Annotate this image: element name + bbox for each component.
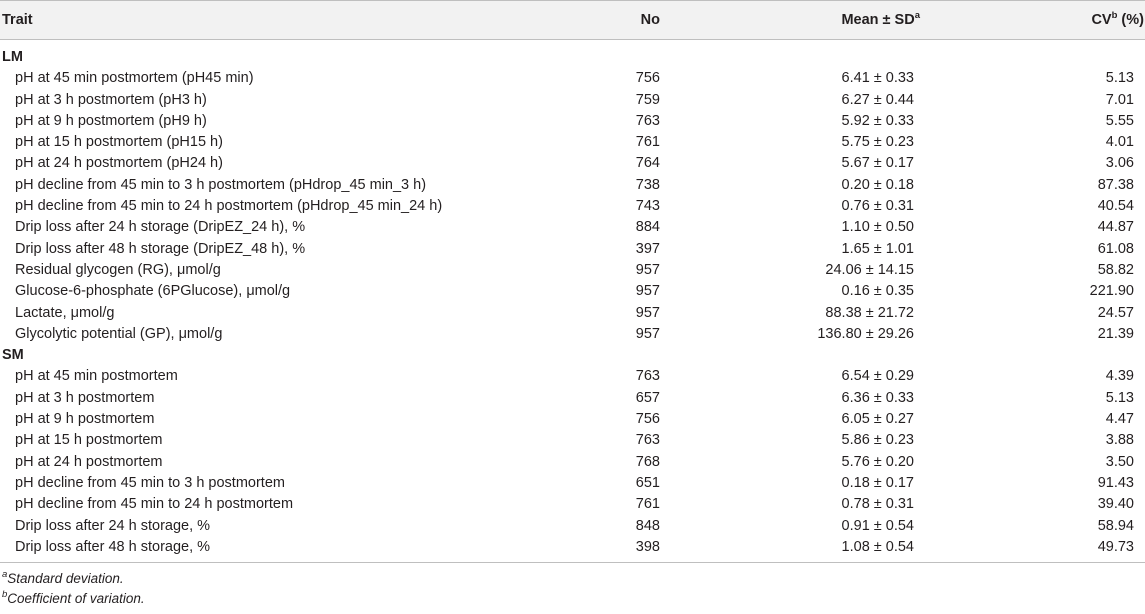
cv-cell: 3.88 xyxy=(1105,432,1134,449)
trait-cell: Glycolytic potential (GP), μmol/g xyxy=(15,325,223,342)
no-cell: 957 xyxy=(635,283,660,300)
trait-cell: Drip loss after 48 h storage, % xyxy=(15,538,211,555)
mean-sd-cell: 0.76 ± 0.31 xyxy=(841,198,914,215)
header-cv xyxy=(1010,1,1144,39)
trait-cell: pH at 24 h postmortem (pH24 h) xyxy=(15,155,223,172)
mean-sd-cell: 6.36 ± 0.33 xyxy=(841,389,914,406)
no-cell: 763 xyxy=(635,368,660,385)
table-row xyxy=(0,239,1145,260)
table-row xyxy=(0,494,1145,515)
table-body xyxy=(0,40,1145,558)
no-cell: 957 xyxy=(635,325,660,342)
table-row xyxy=(0,452,1145,473)
cv-cell: 3.50 xyxy=(1105,453,1134,470)
trait-cell: pH at 24 h postmortem xyxy=(15,453,163,470)
cv-cell: 5.55 xyxy=(1105,112,1134,129)
no-cell: 651 xyxy=(635,474,660,491)
header-mean-label: Mean ± SD xyxy=(841,12,915,28)
mean-sd-cell: 5.92 ± 0.33 xyxy=(841,112,914,129)
mean-sd-cell: 6.05 ± 0.27 xyxy=(841,411,914,428)
mean-sd-cell: 0.18 ± 0.17 xyxy=(841,474,914,491)
trait-cell: pH decline from 45 min to 24 h postmortem xyxy=(15,496,294,513)
mean-sd-cell: 0.91 ± 0.54 xyxy=(841,517,914,534)
table-row xyxy=(0,516,1145,537)
cv-cell: 40.54 xyxy=(1097,198,1134,215)
mean-sd-cell: 5.75 ± 0.23 xyxy=(841,134,914,151)
mean-sd-cell: 0.20 ± 0.18 xyxy=(841,176,914,193)
mean-sd-cell: 1.08 ± 0.54 xyxy=(841,538,914,555)
table-row xyxy=(0,90,1145,111)
cv-cell: 44.87 xyxy=(1097,219,1134,236)
no-cell: 763 xyxy=(635,432,660,449)
footnote-mark: a xyxy=(2,569,8,581)
no-cell: 759 xyxy=(635,91,660,108)
cv-cell: 87.38 xyxy=(1097,176,1134,193)
no-cell: 398 xyxy=(635,538,660,555)
trait-cell: pH at 45 min postmortem (pH45 min) xyxy=(15,70,254,87)
mean-sd-cell: 5.86 ± 0.23 xyxy=(841,432,914,449)
no-cell: 764 xyxy=(635,155,660,172)
table-row xyxy=(0,303,1145,324)
trait-cell: pH at 15 h postmortem xyxy=(15,432,163,449)
no-cell: 761 xyxy=(635,134,660,151)
table-row xyxy=(0,196,1145,217)
mean-sd-cell: 0.78 ± 0.31 xyxy=(841,496,914,513)
cv-cell: 58.94 xyxy=(1097,517,1134,534)
mean-sd-cell: 1.10 ± 0.50 xyxy=(841,219,914,236)
header-mean-footnote-mark: a xyxy=(914,10,920,21)
table-row xyxy=(0,132,1145,153)
table-row xyxy=(0,153,1145,174)
cv-cell: 49.73 xyxy=(1097,538,1134,555)
trait-cell: pH at 9 h postmortem (pH9 h) xyxy=(15,112,207,129)
table-row xyxy=(0,281,1145,302)
trait-cell: Drip loss after 24 h storage, % xyxy=(15,517,211,534)
footnote xyxy=(2,569,1145,589)
header-trait: Trait xyxy=(2,12,33,28)
table-row xyxy=(0,430,1145,451)
cv-cell: 61.08 xyxy=(1097,240,1134,257)
trait-cell: pH decline from 45 min to 24 h postmortem (pHdrop_45 min_24 h) xyxy=(15,198,443,215)
footnote-mark: b xyxy=(2,588,8,600)
footnote-text: Standard deviation. xyxy=(7,571,124,587)
no-cell: 738 xyxy=(635,176,660,193)
cv-cell: 24.57 xyxy=(1097,304,1134,321)
trait-cell: pH at 3 h postmortem xyxy=(15,389,155,406)
section-header-lm xyxy=(0,47,1145,68)
no-cell: 763 xyxy=(635,112,660,129)
table-row xyxy=(0,324,1145,345)
trait-cell: Glucose-6-phosphate (6PGlucose), μmol/g xyxy=(15,283,291,300)
cv-cell: 58.82 xyxy=(1097,261,1134,278)
cv-cell: 5.13 xyxy=(1105,389,1134,406)
no-cell: 397 xyxy=(635,240,660,257)
table-row xyxy=(0,473,1145,494)
footnote-text: Coefficient of variation. xyxy=(7,590,145,606)
no-cell: 848 xyxy=(635,517,660,534)
trait-cell: Drip loss after 48 h storage (DripEZ_48 h), % xyxy=(15,240,306,257)
no-cell: 768 xyxy=(635,453,660,470)
header-cv-label: CV xyxy=(1091,12,1112,28)
cv-cell: 5.13 xyxy=(1105,70,1134,87)
cv-cell: 4.39 xyxy=(1105,368,1134,385)
trait-cell: pH at 9 h postmortem xyxy=(15,411,155,428)
header-cv-unit: (%) xyxy=(1117,12,1144,28)
mean-sd-cell: 6.27 ± 0.44 xyxy=(841,91,914,108)
table-row xyxy=(0,388,1145,409)
no-cell: 761 xyxy=(635,496,660,513)
mean-sd-cell: 0.16 ± 0.35 xyxy=(841,283,914,300)
table-row xyxy=(0,537,1145,558)
trait-cell: Drip loss after 24 h storage (DripEZ_24 h), % xyxy=(15,219,306,236)
no-cell: 657 xyxy=(635,389,660,406)
no-cell: 884 xyxy=(635,219,660,236)
mean-sd-cell: 24.06 ± 14.15 xyxy=(825,261,914,278)
trait-cell: pH at 45 min postmortem xyxy=(15,368,178,385)
trait-cell: pH decline from 45 min to 3 h postmortem xyxy=(15,474,285,491)
section-header-sm xyxy=(0,345,1145,366)
table-row xyxy=(0,260,1145,281)
header-no: No xyxy=(640,12,660,28)
cv-cell: 7.01 xyxy=(1105,91,1134,108)
trait-cell: pH decline from 45 min to 3 h postmortem (pHdrop_45 min_3 h) xyxy=(15,176,427,193)
table-row xyxy=(0,68,1145,89)
mean-sd-cell: 136.80 ± 29.26 xyxy=(817,325,914,342)
no-cell: 743 xyxy=(635,198,660,215)
trait-cell: Lactate, μmol/g xyxy=(15,304,115,321)
mean-sd-cell: 5.67 ± 0.17 xyxy=(841,155,914,172)
table-header xyxy=(0,0,1145,40)
mean-sd-cell: 5.76 ± 0.20 xyxy=(841,453,914,470)
header-mean-sd xyxy=(780,1,920,39)
cv-cell: 4.01 xyxy=(1105,134,1134,151)
cv-cell: 21.39 xyxy=(1097,325,1134,342)
no-cell: 756 xyxy=(635,70,660,87)
cv-cell: 4.47 xyxy=(1105,411,1134,428)
no-cell: 957 xyxy=(635,261,660,278)
header-cv-footnote-mark: b xyxy=(1111,10,1118,21)
mean-sd-cell: 6.41 ± 0.33 xyxy=(841,70,914,87)
table-row xyxy=(0,175,1145,196)
footnotes xyxy=(0,563,1145,608)
footnote xyxy=(2,589,1145,609)
table-row xyxy=(0,111,1145,132)
section-label: LM xyxy=(2,49,23,65)
no-cell: 957 xyxy=(635,304,660,321)
mean-sd-cell: 88.38 ± 21.72 xyxy=(825,304,914,321)
cv-cell: 221.90 xyxy=(1089,283,1134,300)
section-label: SM xyxy=(2,347,24,364)
mean-sd-cell: 6.54 ± 0.29 xyxy=(841,368,914,385)
mean-sd-cell: 1.65 ± 1.01 xyxy=(841,240,914,257)
trait-cell: pH at 15 h postmortem (pH15 h) xyxy=(15,134,223,151)
cv-cell: 3.06 xyxy=(1105,155,1134,172)
trait-cell: pH at 3 h postmortem (pH3 h) xyxy=(15,91,207,108)
table-row xyxy=(0,366,1145,387)
table-row xyxy=(0,217,1145,238)
cv-cell: 91.43 xyxy=(1097,474,1134,491)
no-cell: 756 xyxy=(635,411,660,428)
trait-cell: Residual glycogen (RG), μmol/g xyxy=(15,261,221,278)
cv-cell: 39.40 xyxy=(1097,496,1134,513)
table-row xyxy=(0,409,1145,430)
